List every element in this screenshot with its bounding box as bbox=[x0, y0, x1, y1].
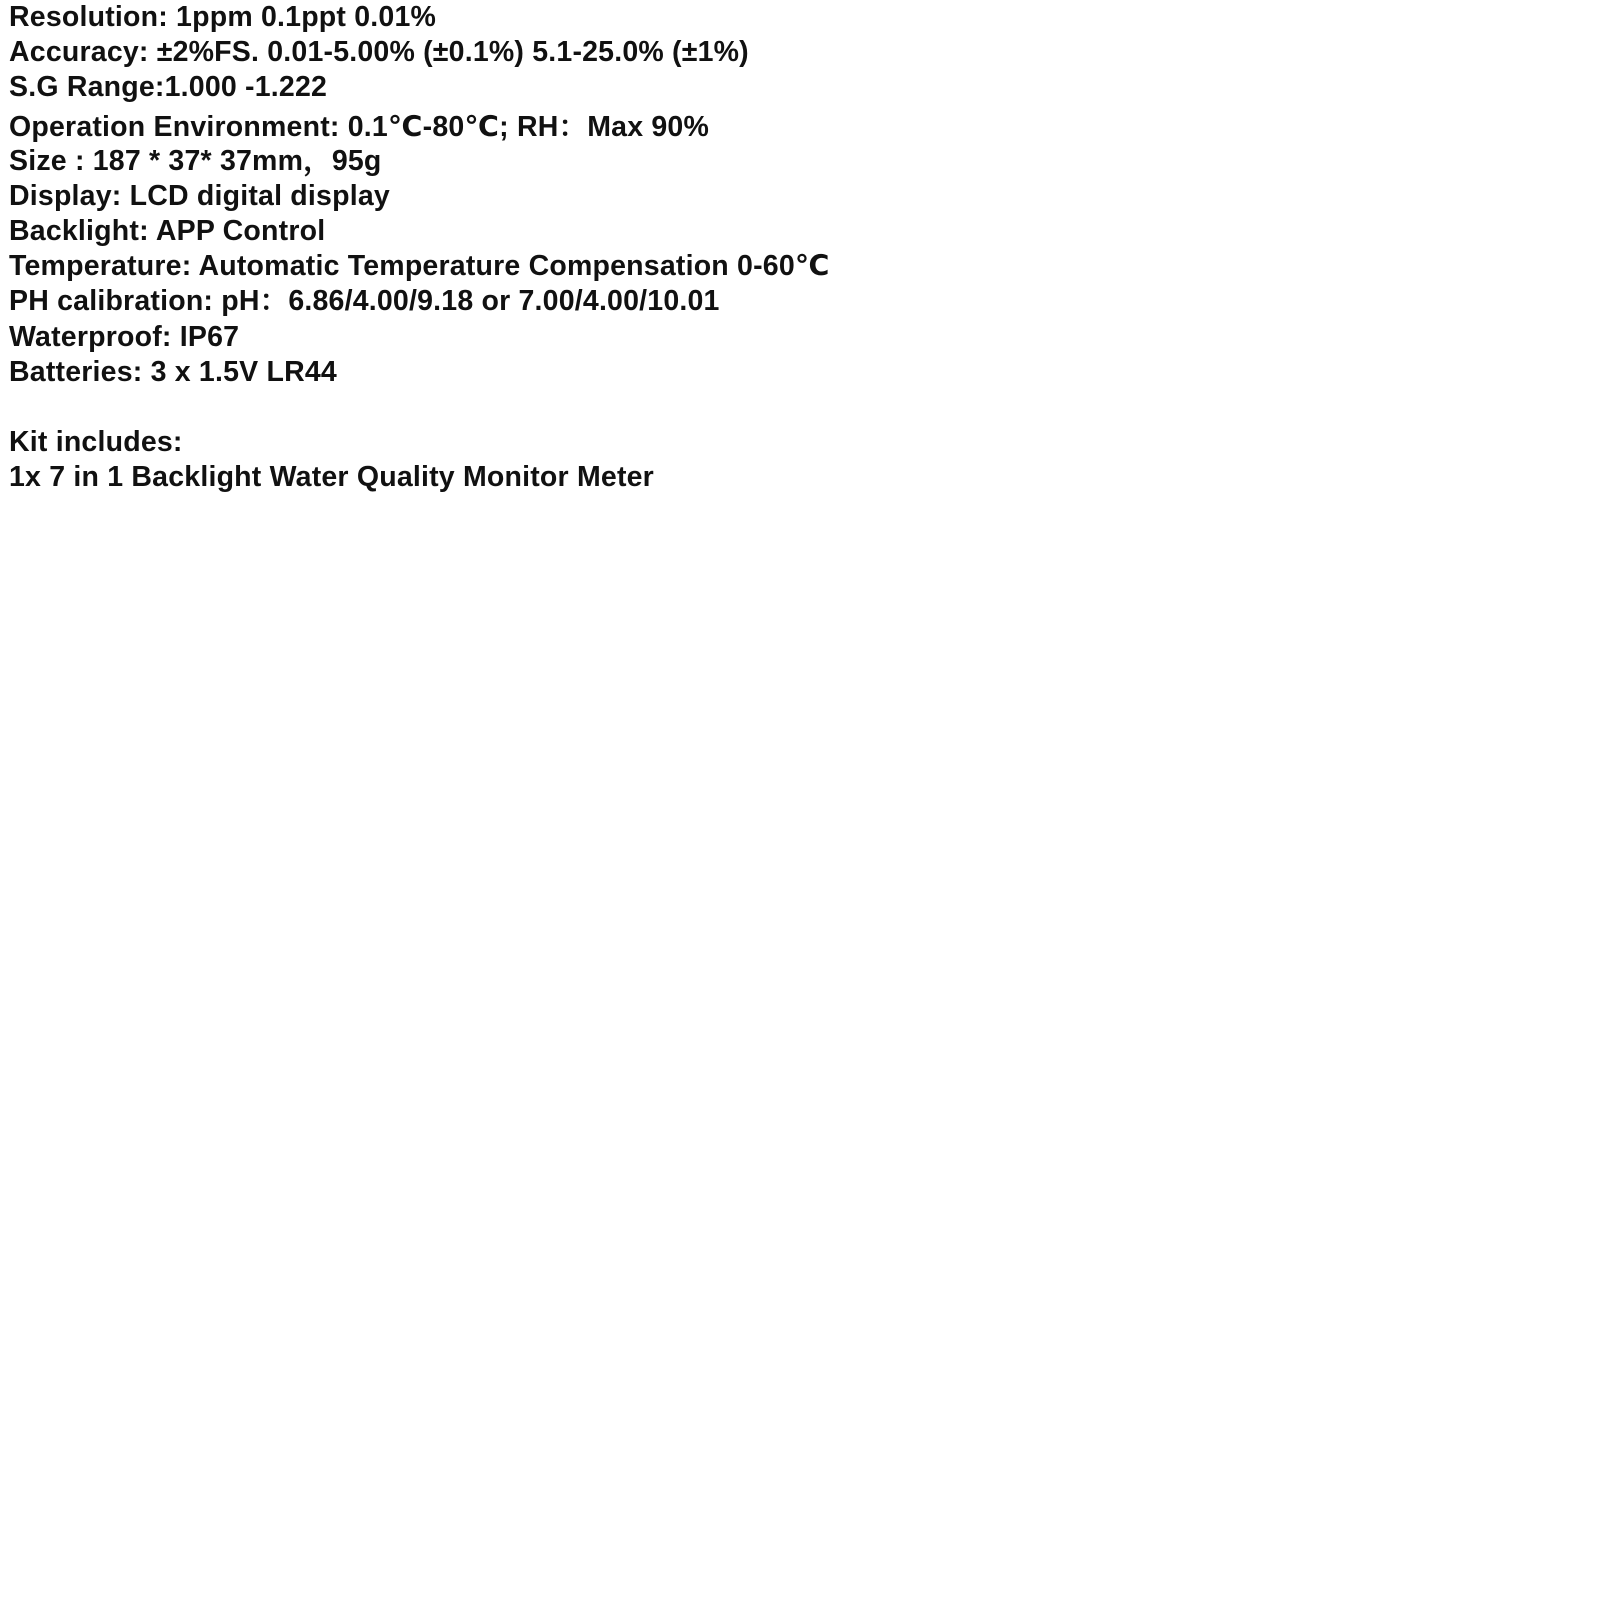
spec-backlight: Backlight: APP Control bbox=[9, 214, 326, 247]
spec-resolution: Resolution: 1ppm 0.1ppt 0.01% bbox=[9, 1, 437, 33]
spec-waterproof: Waterproof: IP67 bbox=[9, 320, 240, 353]
spec-operation-environment: Operation Environment: 0.1℃-80℃; RH：Max 90% bbox=[9, 110, 710, 143]
spacer bbox=[9, 390, 1589, 425]
spec-sheet bbox=[9, 0, 1589, 495]
spec-size: Size : 187 * 37* 37mm，95g bbox=[9, 144, 382, 177]
spec-ph-calibration: PH calibration: pH：6.86/4.00/9.18 or 7.00/4.00/10.01 bbox=[9, 285, 720, 318]
kit-heading: Kit includes: bbox=[9, 425, 183, 458]
spec-display: Display: LCD digital display bbox=[9, 179, 390, 212]
spec-temperature: Temperature: Automatic Temperature Compensation 0-60℃ bbox=[9, 250, 830, 283]
spec-sg-range: S.G Range:1.000 -1.222 bbox=[9, 71, 328, 104]
spec-batteries: Batteries: 3 x 1.5V LR44 bbox=[9, 355, 337, 388]
spec-accuracy: Accuracy: ±2%FS. 0.01-5.00% (±0.1%) 5.1-25.0% (±1%) bbox=[9, 36, 749, 69]
kit-item: 1x 7 in 1 Backlight Water Quality Monitor Meter bbox=[9, 461, 654, 494]
